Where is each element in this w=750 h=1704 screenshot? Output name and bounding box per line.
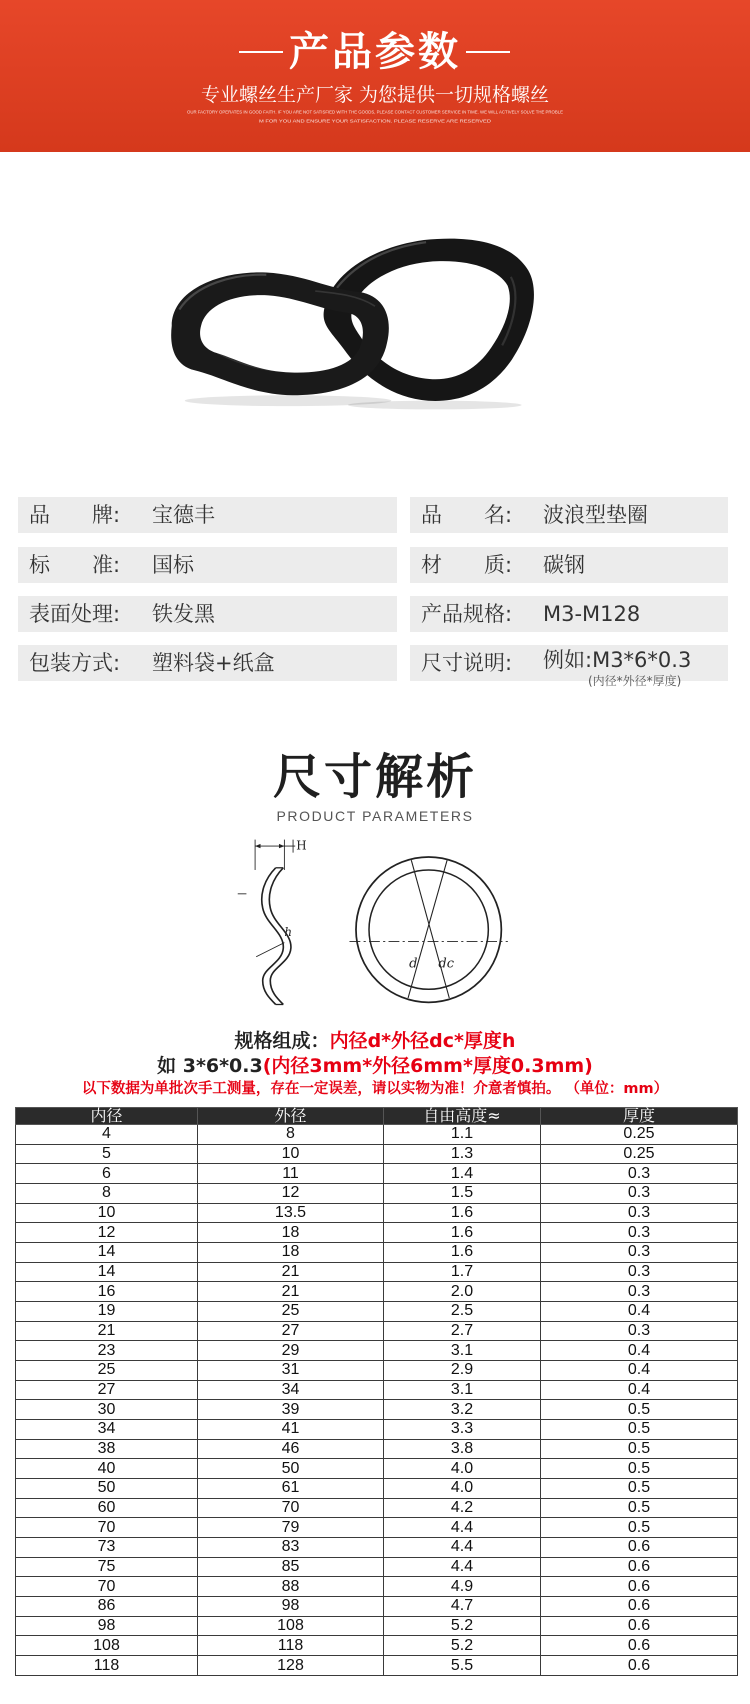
- label-outer-diameter: dc: [438, 956, 455, 972]
- inner-diameter-cell: 23: [16, 1341, 198, 1361]
- free-height-cell: 4.0: [384, 1459, 541, 1479]
- table-row: [16, 1341, 738, 1361]
- outer-diameter-cell: 46: [198, 1439, 384, 1459]
- free-height-cell: 1.6: [384, 1223, 541, 1243]
- header-thickness: 厚度: [541, 1108, 738, 1125]
- spec-size-note-label: 尺寸说明:: [421, 651, 513, 675]
- spec-name-label: 品 名:: [421, 503, 513, 527]
- thickness-cell: 0.4: [541, 1341, 738, 1361]
- outer-diameter-cell: 39: [198, 1400, 384, 1420]
- spec-example-text: (内径3mm*外径6mm*厚度0.3mm): [262, 1055, 593, 1077]
- fine-print-line-1: OUR FACTORY OPERATES IN GOOD FAITH. IF YOU ARE NOT SATISFIED WITH THE GOODS, PLEASE CONTACT CUSTOMER SERVICE IN TIME. WE WILL ACTIVELY SOLVE THE PROBLE: [187, 109, 563, 115]
- outer-diameter-cell: 21: [198, 1262, 384, 1282]
- inner-diameter-cell: 27: [16, 1380, 198, 1400]
- table-row: [16, 1203, 738, 1223]
- thickness-cell: 0.3: [541, 1321, 738, 1341]
- free-height-cell: 1.1: [384, 1125, 541, 1145]
- table-row: [16, 1498, 738, 1518]
- outer-diameter-cell: 21: [198, 1282, 384, 1302]
- free-height-cell: 3.2: [384, 1400, 541, 1420]
- spec-material-value: 碳钢: [543, 553, 585, 577]
- thickness-cell: 0.3: [541, 1282, 738, 1302]
- spec-brand-label: 品 牌:: [29, 503, 121, 527]
- outer-diameter-cell: 85: [198, 1557, 384, 1577]
- table-row: [16, 1597, 738, 1617]
- inner-diameter-cell: 30: [16, 1400, 198, 1420]
- free-height-cell: 2.5: [384, 1302, 541, 1322]
- inner-diameter-cell: 40: [16, 1459, 198, 1479]
- thickness-cell: 0.3: [541, 1164, 738, 1184]
- thickness-cell: 0.3: [541, 1223, 738, 1243]
- outer-diameter-cell: 118: [198, 1636, 384, 1656]
- spec-finish-value: 铁发黑: [152, 602, 215, 626]
- inner-diameter-cell: 73: [16, 1538, 198, 1558]
- top-view-diagram: [349, 857, 507, 1002]
- inner-diameter-cell: 5: [16, 1144, 198, 1164]
- thickness-cell: 0.6: [541, 1656, 738, 1676]
- table-row: [16, 1577, 738, 1597]
- page-title: 产品参数: [289, 29, 461, 75]
- inner-diameter-cell: 4: [16, 1125, 198, 1145]
- washer-shadow-right: [348, 401, 522, 410]
- table-row: [16, 1479, 738, 1499]
- table-row: [16, 1518, 738, 1538]
- outer-diameter-cell: 50: [198, 1459, 384, 1479]
- free-height-cell: 4.9: [384, 1577, 541, 1597]
- size-table-head: [16, 1108, 738, 1125]
- outer-diameter-cell: 18: [198, 1223, 384, 1243]
- inner-diameter-cell: 75: [16, 1557, 198, 1577]
- inner-diameter-cell: 50: [16, 1479, 198, 1499]
- header-free-height: 自由高度≈: [384, 1108, 541, 1125]
- thickness-cell: 0.6: [541, 1557, 738, 1577]
- spec-name: [410, 497, 728, 533]
- spec-formula: [0, 1029, 750, 1053]
- table-row: [16, 1636, 738, 1656]
- outer-diameter-cell: 61: [198, 1479, 384, 1499]
- table-row: [16, 1144, 738, 1164]
- table-row: [16, 1459, 738, 1479]
- table-row: [16, 1243, 738, 1263]
- free-height-cell: 1.6: [384, 1243, 541, 1263]
- inner-diameter-cell: 108: [16, 1636, 198, 1656]
- section-subtitle: PRODUCT PARAMETERS: [276, 808, 474, 824]
- thickness-cell: 0.5: [541, 1439, 738, 1459]
- free-height-cell: 3.3: [384, 1420, 541, 1440]
- thickness-cell: 0.3: [541, 1203, 738, 1223]
- table-row: [16, 1400, 738, 1420]
- spec-packaging-value: 塑料袋+纸盒: [152, 651, 275, 675]
- spec-range-value: M3-M128: [543, 602, 641, 626]
- spec-size-note: [410, 645, 728, 688]
- spec-packaging: [18, 645, 397, 681]
- fine-print: [0, 106, 750, 126]
- thickness-cell: 0.5: [541, 1420, 738, 1440]
- table-row: [16, 1125, 738, 1145]
- table-row: [16, 1616, 738, 1636]
- free-height-cell: 4.0: [384, 1479, 541, 1499]
- free-height-cell: 1.7: [384, 1262, 541, 1282]
- free-height-cell: 3.1: [384, 1341, 541, 1361]
- free-height-cell: 4.4: [384, 1538, 541, 1558]
- outer-diameter-cell: 41: [198, 1420, 384, 1440]
- fine-print-line-2: M FOR YOU AND ENSURE YOUR SATISFACTION. PLEASE RESERVE ARE RESERVED: [259, 118, 492, 124]
- spec-example-prefix: 如 3*6*0.3: [157, 1055, 263, 1077]
- free-height-cell: 1.3: [384, 1144, 541, 1164]
- spec-formula-prefix: 规格组成：: [234, 1030, 330, 1052]
- outer-diameter-cell: 128: [198, 1656, 384, 1676]
- inner-diameter-cell: 16: [16, 1282, 198, 1302]
- free-height-cell: 1.4: [384, 1164, 541, 1184]
- free-height-cell: 5.5: [384, 1656, 541, 1676]
- thickness-cell: 0.6: [541, 1636, 738, 1656]
- inner-diameter-cell: 118: [16, 1656, 198, 1676]
- dimension-diagram: [217, 832, 521, 1011]
- measurement-notice: 以下数据为单批次手工测量，存在一定误差，请以实物为准！介意者慎拍。 （单位：mm）: [81, 1081, 669, 1097]
- thickness-cell: 0.6: [541, 1577, 738, 1597]
- table-row: [16, 1262, 738, 1282]
- outer-diameter-cell: 29: [198, 1341, 384, 1361]
- thickness-cell: 0.4: [541, 1302, 738, 1322]
- table-row: [16, 1656, 738, 1676]
- spec-standard: [18, 547, 397, 583]
- table-row: [16, 1302, 738, 1322]
- outer-diameter-cell: 25: [198, 1302, 384, 1322]
- inner-diameter-cell: 70: [16, 1577, 198, 1597]
- inner-diameter-cell: 14: [16, 1262, 198, 1282]
- header-outer-diameter: 外径: [198, 1108, 384, 1125]
- table-row: [16, 1184, 738, 1204]
- page-subtitle: 专业螺丝生产厂家 为您提供一切规格螺丝: [200, 84, 550, 106]
- thickness-cell: 0.3: [541, 1262, 738, 1282]
- product-photo: [0, 152, 750, 480]
- thickness-cell: 0.5: [541, 1518, 738, 1538]
- inner-diameter-cell: 70: [16, 1518, 198, 1538]
- table-row: [16, 1538, 738, 1558]
- table-row: [16, 1361, 738, 1381]
- size-table-body: [16, 1125, 738, 1676]
- section-title: 尺寸解析: [272, 749, 477, 805]
- thickness-cell: 0.6: [541, 1597, 738, 1617]
- thickness-cell: 0.5: [541, 1400, 738, 1420]
- free-height-cell: 4.4: [384, 1518, 541, 1538]
- outer-diameter-cell: 31: [198, 1361, 384, 1381]
- spec-material-label: 材 质:: [421, 553, 513, 577]
- free-height-cell: 2.7: [384, 1321, 541, 1341]
- side-view-diagram: [238, 840, 295, 1005]
- free-height-cell: 3.8: [384, 1439, 541, 1459]
- outer-diameter-cell: 18: [198, 1243, 384, 1263]
- inner-diameter-cell: 34: [16, 1420, 198, 1440]
- outer-diameter-cell: 70: [198, 1498, 384, 1518]
- spec-formula-text: 内径d*外径dc*厚度h: [329, 1030, 516, 1052]
- inner-diameter-cell: 60: [16, 1498, 198, 1518]
- table-row: [16, 1223, 738, 1243]
- spec-size-note-value: 例如:M3*6*0.3: [543, 648, 692, 672]
- size-table: [15, 1107, 738, 1676]
- title-rule-right: [466, 51, 510, 53]
- free-height-cell: 2.9: [384, 1361, 541, 1381]
- free-height-cell: 5.2: [384, 1636, 541, 1656]
- outer-diameter-cell: 8: [198, 1125, 384, 1145]
- spec-standard-label: 标 准:: [29, 553, 121, 577]
- table-row: [16, 1439, 738, 1459]
- outer-diameter-cell: 27: [198, 1321, 384, 1341]
- inner-diameter-cell: 8: [16, 1184, 198, 1204]
- spec-finish-label: 表面处理:: [29, 602, 121, 626]
- spec-standard-value: 国标: [152, 553, 194, 577]
- free-height-cell: 2.0: [384, 1282, 541, 1302]
- outer-diameter-cell: 98: [198, 1597, 384, 1617]
- inner-diameter-cell: 38: [16, 1439, 198, 1459]
- inner-diameter-cell: 98: [16, 1616, 198, 1636]
- spec-material: [410, 547, 728, 583]
- thickness-cell: 0.25: [541, 1144, 738, 1164]
- outer-diameter-cell: 10: [198, 1144, 384, 1164]
- spec-range: [410, 596, 728, 632]
- table-row: [16, 1420, 738, 1440]
- table-header-row: [16, 1108, 738, 1125]
- label-total-height: H: [296, 838, 307, 853]
- free-height-cell: 3.1: [384, 1380, 541, 1400]
- free-height-cell: 4.2: [384, 1498, 541, 1518]
- outer-diameter-cell: 88: [198, 1577, 384, 1597]
- spec-size-note-hint: (内径*外径*厚度): [588, 674, 682, 688]
- thickness-cell: 0.5: [541, 1498, 738, 1518]
- inner-diameter-cell: 10: [16, 1203, 198, 1223]
- spec-brand: [18, 497, 397, 533]
- thickness-cell: 0.25: [541, 1125, 738, 1145]
- table-row: [16, 1164, 738, 1184]
- free-height-cell: 1.5: [384, 1184, 541, 1204]
- free-height-cell: 5.2: [384, 1616, 541, 1636]
- thickness-cell: 0.4: [541, 1361, 738, 1381]
- label-inner-diameter: d: [409, 956, 418, 972]
- thickness-cell: 0.3: [541, 1184, 738, 1204]
- table-row: [16, 1557, 738, 1577]
- inner-diameter-cell: 6: [16, 1164, 198, 1184]
- thickness-cell: 0.5: [541, 1479, 738, 1499]
- inner-diameter-cell: 12: [16, 1223, 198, 1243]
- outer-diameter-cell: 83: [198, 1538, 384, 1558]
- outer-diameter-cell: 13.5: [198, 1203, 384, 1223]
- free-height-cell: 1.6: [384, 1203, 541, 1223]
- outer-diameter-cell: 79: [198, 1518, 384, 1538]
- header-inner-diameter: 内径: [16, 1108, 198, 1125]
- spec-packaging-label: 包装方式:: [29, 651, 121, 675]
- thickness-cell: 0.5: [541, 1459, 738, 1479]
- thickness-cell: 0.6: [541, 1538, 738, 1558]
- free-height-cell: 4.7: [384, 1597, 541, 1617]
- inner-diameter-cell: 21: [16, 1321, 198, 1341]
- thickness-cell: 0.4: [541, 1380, 738, 1400]
- spec-range-label: 产品规格:: [421, 602, 513, 626]
- thickness-cell: 0.6: [541, 1616, 738, 1636]
- outer-diameter-cell: 108: [198, 1616, 384, 1636]
- outer-diameter-cell: 34: [198, 1380, 384, 1400]
- inner-diameter-cell: 19: [16, 1302, 198, 1322]
- outer-diameter-cell: 12: [198, 1184, 384, 1204]
- thickness-cell: 0.3: [541, 1243, 738, 1263]
- inner-diameter-cell: 86: [16, 1597, 198, 1617]
- table-row: [16, 1380, 738, 1400]
- spec-finish: [18, 596, 397, 632]
- spec-brand-value: 宝德丰: [152, 503, 215, 527]
- table-row: [16, 1321, 738, 1341]
- label-wave-height: h: [284, 925, 293, 940]
- header-banner: [0, 0, 750, 152]
- spec-name-value: 波浪型垫圈: [543, 503, 648, 527]
- inner-diameter-cell: 25: [16, 1361, 198, 1381]
- free-height-cell: 4.4: [384, 1557, 541, 1577]
- spec-example: [0, 1054, 750, 1078]
- table-row: [16, 1282, 738, 1302]
- inner-diameter-cell: 14: [16, 1243, 198, 1263]
- outer-diameter-cell: 11: [198, 1164, 384, 1184]
